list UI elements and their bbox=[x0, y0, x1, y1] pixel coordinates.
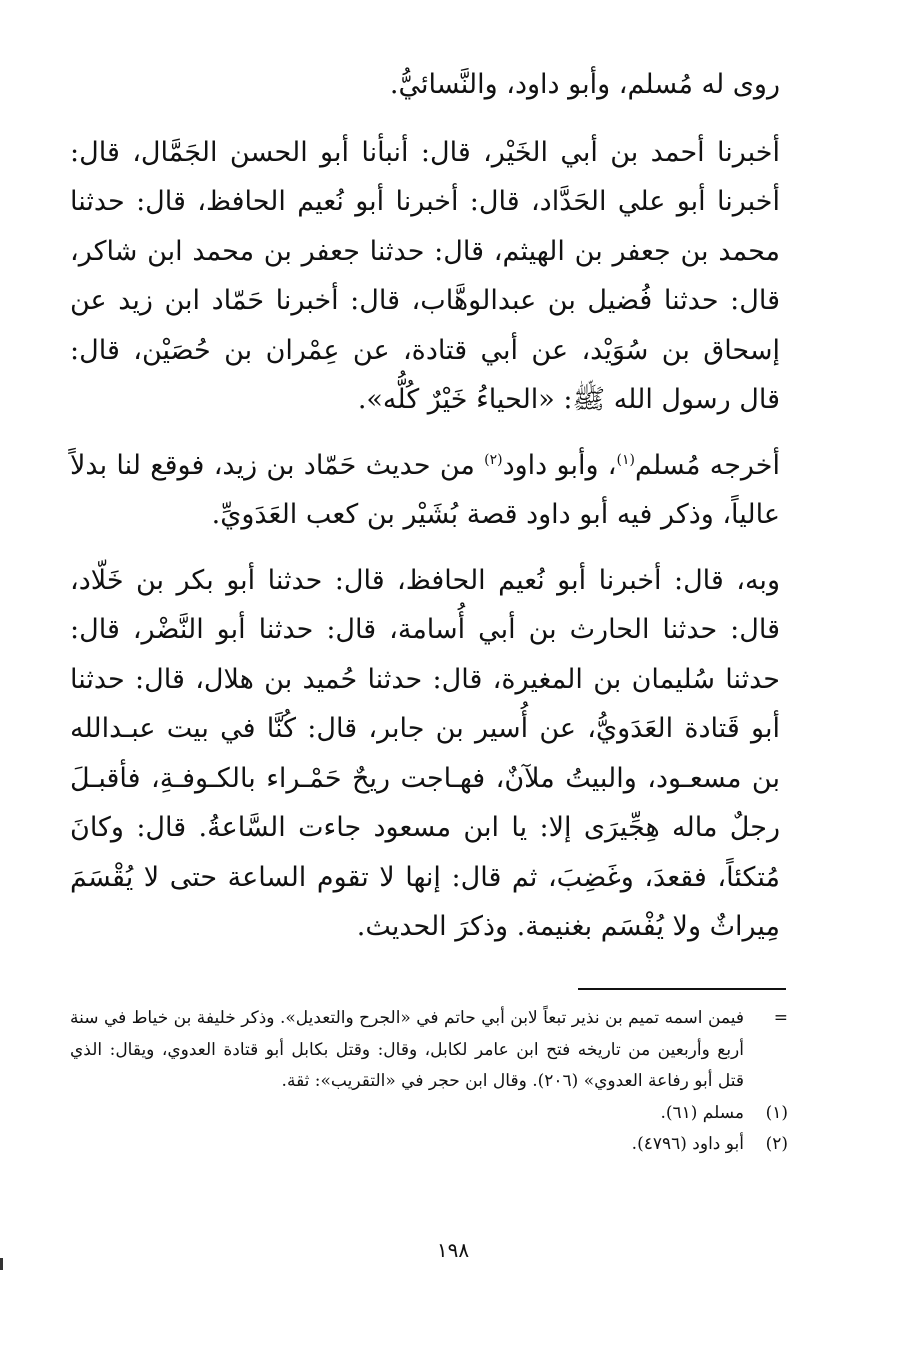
takhrij-paragraph bbox=[70, 441, 780, 540]
takhrij-text-3: من حديث حَمّاد بن زيد، فوقع لنا بدلاً عالياً، وذكر فيه أبو داود قصة بُشَيْر بن كعب العَدَويِّ. bbox=[70, 449, 780, 530]
scan-edge-mark bbox=[0, 1258, 3, 1270]
footnote-1 bbox=[70, 1098, 788, 1130]
intro-line: روى له مُسلم، وأبو داود، والنَّسائيُّ. bbox=[389, 69, 780, 100]
footnote-text: مسلم (٦١). bbox=[660, 1102, 744, 1123]
footnote-text: فيمن اسمه تميم بن نذير تبعاً لابن أبي حاتم في «الجرح والتعديل». وذكر خليفة بن خياط في سنة أربع وأربعين من تاريخه فتح ابن عامر لكابل، وقال: وقتل بكابل أبو قتادة العدوي، ويقال: الذي قتل أبو رفاعة العدوي» (٢٠٦). وقال ابن حجر في «التقريب»: ثقة. bbox=[70, 1008, 744, 1091]
footnote-2 bbox=[70, 1129, 788, 1161]
hadith-paragraph-2: وبه، قال: أخبرنا أبو نُعيم الحافظ، قال: حدثنا أبو بكر بن خَلّاد، قال: حدثنا الحارث بن أبي أُسامة، قال: حدثنا أبو النَّضْر، قال: حدثنا سُليمان بن المغيرة، قال: حدثنا حُميد بن هلال، قال: حدثنا أبو قَتادة العَدَويُّ، عن أُسير بن جابر، قال: كُنَّا في بيت عبـدالله بن مسعـود، والبيتُ ملآنٌ، فهـاجت ريحٌ حَمْـراء بالكـوفـةِ، فأقبـلَ رجلٌ ماله هِجِّيرَى إلا: يا ابن مسعود جاءت السَّاعةُ. قال: وكانَ مُتكئاً، فقعدَ، وغَضِبَ، ثم قال: إنها لا تقوم الساعة حتى لا يُقْسَمَ مِيراثٌ ولا يُفْسَم بغنيمة. وذكرَ الحديث. bbox=[70, 564, 780, 942]
footnote-mark: (٢) bbox=[765, 1134, 788, 1154]
footnote-mark: (١) bbox=[765, 1102, 788, 1123]
hadith-paragraph-1: أخبرنا أحمد بن أبي الخَيْر، قال: أنبأنا أبو الحسن الجَمَّال، قال: أخبرنا أبو علي الحَدَّاد، قال: أخبرنا أبو نُعيم الحافظ، قال: حدثنا محمد بن جعفر بن الهيثم، قال: حدثنا جعفر بن محمد ابن شاكر، قال: حدثنا فُضيل بن عبدالوهَّاب، قال: أخبرنا حَمّاد ابن زيد عن إسحاق بن سُوَيْد، عن أبي قتادة، عن عِمْران بن حُصَيْن، قال: قال رسول الله ﷺ: «الحياءُ خَيْرٌ كُلُّه». bbox=[70, 136, 780, 415]
footnote-mark: = bbox=[773, 1008, 788, 1028]
footnote-ref-2: (٢) bbox=[484, 451, 503, 468]
footnotes bbox=[70, 1003, 788, 1161]
takhrij-text-1: أخرجه مُسلم bbox=[634, 449, 780, 481]
footnote-continuation bbox=[70, 1003, 788, 1098]
takhrij-text-2: ، وأبو داود bbox=[502, 449, 617, 481]
footnote-ref-1: (١) bbox=[616, 451, 635, 468]
footnote-text: أبو داود (٤٧٩٦). bbox=[631, 1134, 744, 1154]
page-number: ١٩٨ bbox=[436, 1238, 470, 1262]
main-text bbox=[70, 60, 780, 952]
footnote-separator bbox=[578, 988, 786, 990]
